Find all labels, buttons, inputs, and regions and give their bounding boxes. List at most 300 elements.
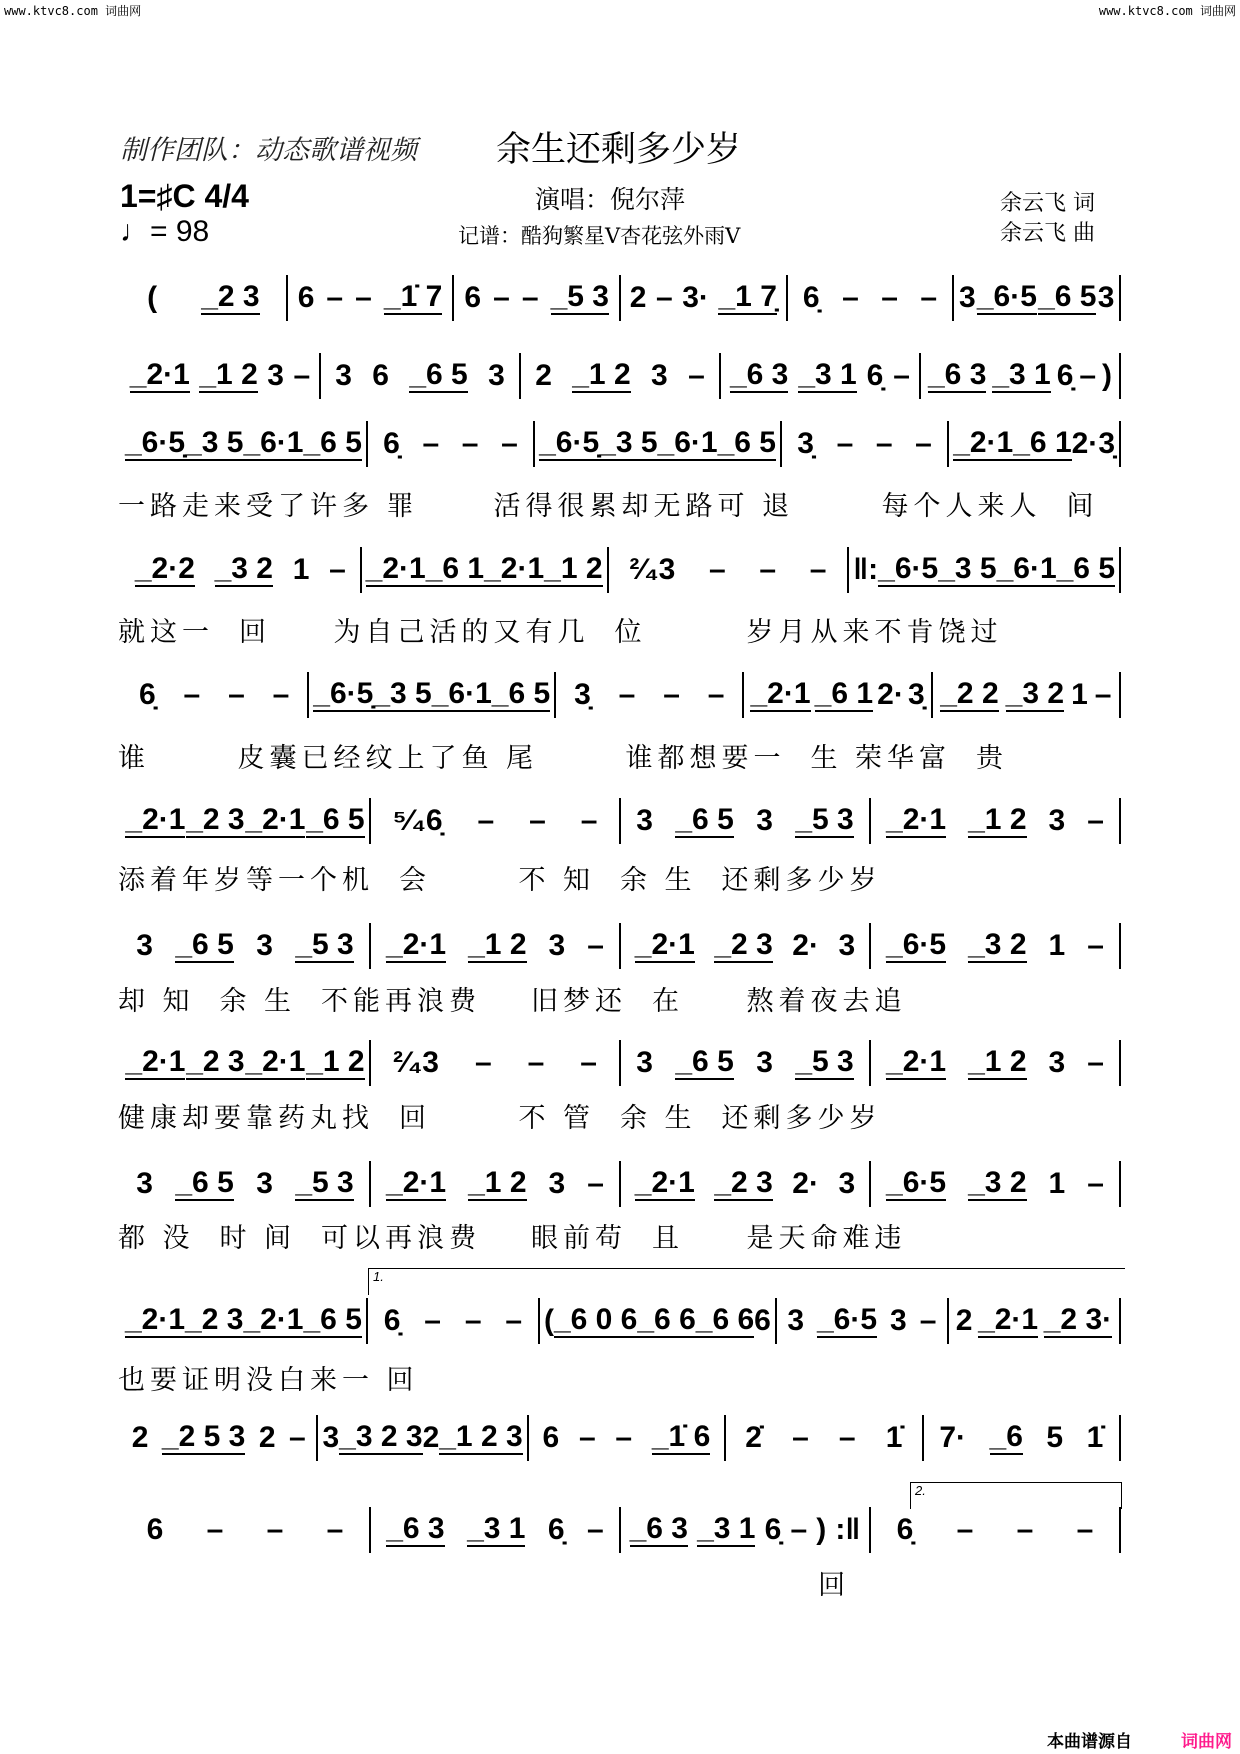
note: _2·1	[245, 1045, 306, 1078]
note: _2·1	[978, 1303, 1039, 1336]
note: _2·1	[129, 358, 190, 391]
note: –	[1076, 1513, 1094, 1546]
note: 2	[422, 1421, 440, 1454]
note: 1̇	[885, 1421, 903, 1454]
note: –	[920, 281, 938, 314]
measure	[121, 1298, 368, 1344]
note: 6	[297, 281, 315, 314]
note: –	[464, 1304, 482, 1337]
measure	[949, 421, 1121, 467]
note: 6	[146, 1513, 164, 1546]
note: –	[881, 281, 898, 314]
measure	[121, 1161, 371, 1207]
note: _6·5̣	[313, 677, 374, 710]
note: _3 5	[373, 677, 432, 710]
note: )	[1102, 359, 1113, 392]
key-signature: 1=♯C 4/4	[120, 178, 249, 214]
measure	[788, 275, 955, 321]
note: _2·1	[634, 1166, 695, 1199]
note: _2 3	[186, 803, 245, 836]
tempo-marking: ♩= 98	[120, 215, 210, 248]
note: –	[875, 427, 893, 460]
note: –	[183, 678, 201, 711]
note: –	[656, 281, 673, 314]
note: _6	[989, 1420, 1023, 1453]
note: 3·	[682, 281, 709, 314]
lyric-line: 谁 皮囊已经纹上了鱼 尾 谁都想要一 生 荣华富 贵	[118, 743, 1009, 773]
note: _5 3	[795, 1045, 854, 1078]
note: _2 3	[714, 1166, 773, 1199]
note: –	[663, 678, 680, 711]
note: 3	[756, 1046, 773, 1079]
lyricist: 余云飞 词	[1000, 191, 1095, 216]
measure	[924, 1415, 1121, 1461]
note: 5	[1046, 1421, 1064, 1454]
transcriber: 记谱：酷狗繁星V杏花弦外雨V	[458, 224, 741, 248]
note: _3 2	[968, 1166, 1027, 1199]
note: 3̣	[1098, 427, 1115, 460]
measure	[121, 547, 362, 593]
note: 2·	[792, 1167, 819, 1200]
note: 2	[258, 1421, 276, 1454]
lyric-line: 就这一 回 为自己活的又有几 位 岁月从来不肯饶过	[118, 617, 1003, 647]
measure	[954, 275, 1121, 321]
song-title: 余生还剩多少岁	[496, 130, 742, 169]
note: _3 5	[185, 426, 244, 459]
footer-source: 本曲谱源自	[1047, 1732, 1132, 1751]
note: –	[477, 804, 495, 837]
note: _2·1	[634, 928, 695, 961]
measure	[368, 1298, 540, 1344]
note: _3 2 3	[339, 1420, 423, 1453]
lyric-line: 却 知 余 生 不能再浪费 旧梦还 在 熬着夜去追	[118, 986, 907, 1016]
lyric-line: 健康却要靠药丸找 回 不 管 余 生 还剩多少岁	[118, 1103, 882, 1133]
note: 6̣	[896, 1513, 914, 1546]
note: _2·1	[953, 426, 1014, 459]
note: –	[1087, 1167, 1104, 1200]
footer-site-link[interactable]: 词曲网	[1181, 1732, 1232, 1751]
note: _6·5	[878, 552, 939, 585]
note: _1 2	[544, 552, 603, 585]
measure	[871, 1507, 1121, 1553]
note: 3	[1097, 281, 1115, 314]
note: _2·1	[886, 803, 947, 836]
singer: 演唱：倪尔萍	[535, 186, 686, 214]
note: 2·	[877, 678, 904, 711]
note: 7·	[939, 1421, 967, 1454]
note: –	[501, 427, 518, 460]
note: _6·1	[996, 552, 1057, 585]
note: _6 5	[491, 677, 551, 710]
note: _1̇ 7	[383, 280, 443, 313]
measure	[121, 672, 309, 718]
measure	[849, 547, 1121, 593]
note: –	[521, 281, 539, 314]
note: 3	[136, 929, 153, 962]
notation-row	[121, 923, 1121, 969]
note: _2·1	[125, 1303, 186, 1336]
note: _3 2	[1005, 677, 1065, 710]
note: _6 5	[675, 1045, 734, 1078]
note: _2 2	[940, 677, 999, 710]
measure	[777, 1298, 949, 1344]
measure	[556, 672, 744, 718]
measure	[871, 1040, 1121, 1086]
lyric-line: 一路走来受了许多 罪 活得很累却无路可 退 每个人来人 间	[118, 491, 1099, 521]
note: _6·5̣	[539, 426, 600, 459]
lyric-line: 添着年岁等一个机 会 不 知 余 生 还剩多少岁	[118, 865, 882, 895]
note: 3̣	[907, 678, 925, 711]
lyric-line: 也要证明没白来一 回	[118, 1365, 419, 1395]
note: –	[578, 1421, 596, 1454]
note: –	[529, 804, 546, 837]
note: –	[790, 1513, 808, 1546]
note: _2·1	[386, 1166, 447, 1199]
note: –	[1094, 678, 1112, 711]
measure	[871, 798, 1121, 844]
note: –	[587, 929, 604, 962]
note: –	[272, 678, 290, 711]
note: 1	[1048, 929, 1066, 962]
production-team: 制作团队：动态歌谱视频	[120, 135, 417, 165]
note: _6·5	[886, 1166, 947, 1199]
note: 6̣	[547, 1513, 565, 1546]
measure	[321, 353, 521, 399]
note: _2·1	[886, 1045, 947, 1078]
note: –	[474, 1046, 492, 1079]
note: _2·1	[750, 677, 811, 710]
note: –	[919, 1304, 937, 1337]
note: 6̣	[383, 427, 400, 460]
note: _3 1	[992, 358, 1051, 391]
note: 2	[629, 281, 647, 314]
note: 3	[1048, 1046, 1066, 1079]
note: _1 2	[468, 1166, 527, 1199]
note: 3	[651, 359, 668, 392]
measure	[121, 923, 371, 969]
measure	[121, 798, 371, 844]
measure	[454, 275, 621, 321]
measure	[744, 672, 932, 718]
note: (	[147, 281, 158, 314]
note: ²⁄₄3	[392, 1046, 439, 1079]
note: 6̣	[764, 1513, 782, 1546]
note: –	[759, 553, 777, 586]
note: 2	[535, 359, 552, 392]
note: –	[1087, 929, 1104, 962]
measure	[362, 547, 609, 593]
note: –	[293, 359, 311, 392]
note: _1 2	[968, 803, 1027, 836]
note: –	[792, 1421, 809, 1454]
note: 3̣	[797, 427, 814, 460]
note: 6̣	[1056, 359, 1074, 392]
notation-row	[121, 798, 1121, 844]
note: –	[915, 427, 932, 460]
note: –	[1079, 359, 1097, 392]
note: _6·5	[817, 1303, 878, 1336]
note: –	[580, 1046, 597, 1079]
note: 2·	[792, 929, 819, 962]
note: _3 1	[697, 1512, 756, 1545]
note: –	[618, 678, 636, 711]
measure	[621, 1040, 871, 1086]
note: (	[543, 1304, 554, 1337]
note: _6·1	[243, 426, 304, 459]
note: _6 3	[386, 1512, 445, 1545]
measure	[721, 353, 921, 399]
note: _1 2	[968, 1045, 1027, 1078]
note: 3	[636, 804, 653, 837]
notation-row	[121, 1507, 1121, 1553]
volta-first-ending: 1.	[368, 1268, 1125, 1295]
note: 3	[787, 1304, 805, 1337]
note: _3 2	[214, 552, 273, 585]
note: –	[228, 678, 245, 711]
note: _6·5	[976, 280, 1037, 313]
note: –	[688, 359, 705, 392]
note: 3̣	[574, 678, 591, 711]
note: _6 3	[629, 1512, 688, 1545]
note: 6	[372, 359, 389, 392]
note: 1	[1048, 1167, 1066, 1200]
note: _3 1	[467, 1512, 526, 1545]
note: _2·1	[386, 928, 447, 961]
note: 3	[267, 359, 284, 392]
note: _1 2 3	[439, 1420, 523, 1453]
note: –	[461, 427, 479, 460]
note: _5 3	[295, 1166, 354, 1199]
note: _6 5	[306, 803, 365, 836]
note: _6 5	[717, 426, 776, 459]
note: _6 5	[1038, 280, 1097, 313]
measure	[121, 275, 288, 321]
note: –	[587, 1167, 604, 1200]
note: _2 5 3	[161, 1420, 246, 1453]
measure	[288, 275, 455, 321]
note: 3	[838, 1167, 856, 1200]
notation-row	[121, 1040, 1121, 1086]
measure	[933, 672, 1121, 718]
measure	[871, 1161, 1121, 1207]
note: _6 5	[175, 928, 234, 961]
note: 2̇	[745, 1421, 762, 1454]
note: _2·1	[243, 1303, 304, 1336]
measure	[121, 421, 368, 467]
note: 6̣	[383, 1304, 401, 1337]
note: 6	[754, 1304, 771, 1337]
note: _6·5	[886, 928, 947, 961]
note: _3 5	[599, 426, 658, 459]
measure	[621, 798, 871, 844]
measure	[371, 1507, 621, 1553]
note: _6 6	[695, 1303, 755, 1336]
measure	[121, 1040, 371, 1086]
note: 2	[131, 1421, 149, 1454]
measure	[371, 1161, 621, 1207]
note: –	[842, 281, 859, 314]
note: –	[587, 1513, 604, 1546]
note: –	[893, 359, 910, 392]
notation-row	[121, 672, 1121, 718]
note: _1 7̣	[718, 280, 777, 313]
note: –	[493, 281, 510, 314]
measure	[309, 672, 556, 718]
note: _6 5	[675, 803, 734, 836]
measure	[521, 353, 721, 399]
note: _5 3	[550, 280, 609, 313]
note: _6 5	[1056, 552, 1116, 585]
note: 3	[1048, 804, 1066, 837]
note: _6 3	[927, 358, 987, 391]
note: _5 3	[795, 803, 854, 836]
note: –	[836, 427, 854, 460]
measure	[529, 1415, 726, 1461]
note: 3	[488, 359, 505, 392]
note: _6 5	[303, 1303, 362, 1336]
note: 3	[890, 1304, 907, 1337]
note: 3	[322, 1421, 340, 1454]
measure	[621, 1507, 871, 1553]
note: 3	[335, 359, 352, 392]
note: –	[355, 281, 372, 314]
measure	[121, 353, 321, 399]
note: _6·1	[431, 677, 492, 710]
notation-row	[121, 1298, 1121, 1344]
note: _2·1	[245, 803, 306, 836]
note: _6 1	[814, 677, 874, 710]
note: –	[956, 1513, 974, 1546]
note: _2·1	[125, 803, 186, 836]
notation-row	[121, 353, 1121, 399]
measure	[621, 923, 871, 969]
note: 6	[542, 1421, 560, 1454]
note: 3	[838, 929, 856, 962]
note: –	[527, 1046, 545, 1079]
notation-row	[121, 421, 1121, 467]
measure	[121, 1415, 318, 1461]
note: _2·1	[484, 552, 545, 585]
note: )	[816, 1513, 827, 1546]
note: 6̣	[802, 281, 820, 314]
note: 3	[958, 281, 976, 314]
note: ‖:	[853, 553, 879, 586]
measure	[121, 1507, 371, 1553]
measure	[621, 275, 788, 321]
note: _2 3	[185, 1303, 244, 1336]
note: _2·1	[365, 552, 426, 585]
note: _1 2	[306, 1045, 365, 1078]
note: _6 5	[409, 358, 468, 391]
measure	[609, 547, 850, 593]
note: _6 5	[303, 426, 362, 459]
note: –	[580, 804, 598, 837]
note: _3 5	[938, 552, 997, 585]
note: _1 2	[572, 358, 631, 391]
measure	[371, 1040, 621, 1086]
note: 2·	[1071, 427, 1099, 460]
note: _2 3·	[1043, 1303, 1113, 1336]
note: _2·2	[134, 552, 195, 585]
note: _2·1	[125, 1045, 186, 1078]
notation-row	[121, 1161, 1121, 1207]
measure	[782, 421, 949, 467]
measure	[726, 1415, 923, 1461]
note: _1 2	[468, 928, 527, 961]
note: _6 1	[1013, 426, 1072, 459]
measure	[621, 1161, 871, 1207]
note: –	[288, 1421, 306, 1454]
note: 6̣	[138, 678, 156, 711]
lyric-line: 回	[118, 1570, 851, 1600]
note: _3 1	[798, 358, 857, 391]
measure	[371, 798, 621, 844]
note: _1̇ 6	[651, 1420, 711, 1453]
measure	[535, 421, 782, 467]
measure	[871, 923, 1121, 969]
measure	[318, 1415, 528, 1461]
note: –	[1087, 1046, 1104, 1079]
note: 6̣	[866, 359, 884, 392]
note: _6·5̣	[125, 426, 186, 459]
notation-row	[121, 275, 1121, 321]
note: –	[838, 1421, 856, 1454]
note: _2 3	[201, 280, 260, 313]
watermark-right: www.ktvc8.com 词曲网	[1098, 4, 1236, 18]
measure	[368, 421, 535, 467]
note: 1	[1071, 678, 1088, 711]
note: –	[615, 1421, 633, 1454]
note: ²⁄₄3	[629, 553, 676, 586]
note: –	[329, 553, 346, 586]
note: _6 5	[175, 1166, 234, 1199]
note: _6 3	[729, 358, 789, 391]
note: _2 3	[714, 928, 773, 961]
note: 6	[464, 281, 482, 314]
volta-second-ending: 2.	[910, 1482, 1122, 1509]
measure	[921, 353, 1121, 399]
note: _6·1	[657, 426, 718, 459]
note: _1 2	[199, 358, 258, 391]
note: –	[424, 1304, 441, 1337]
measure	[371, 923, 621, 969]
notation-row	[121, 1415, 1121, 1461]
composer: 余云飞 曲	[1000, 221, 1095, 246]
note: 3	[756, 804, 773, 837]
watermark-left: www.ktvc8.com 词曲网	[4, 4, 142, 18]
note: 3	[548, 929, 566, 962]
note: 3	[548, 1167, 566, 1200]
note: _5 3	[295, 928, 354, 961]
note: 3	[256, 929, 273, 962]
note: –	[1087, 804, 1104, 837]
note: –	[206, 1513, 224, 1546]
note: _2 3	[186, 1045, 245, 1078]
note: :‖	[835, 1513, 861, 1546]
note: –	[809, 553, 827, 586]
note: –	[326, 1513, 344, 1546]
note: –	[326, 281, 344, 314]
measure	[949, 1298, 1121, 1344]
note: 3	[636, 1046, 653, 1079]
measure	[540, 1298, 777, 1344]
note: _6 6	[637, 1303, 696, 1336]
note: _3 2	[968, 928, 1027, 961]
note: –	[707, 678, 725, 711]
note: _6 0 6	[553, 1303, 638, 1336]
note: –	[505, 1304, 523, 1337]
note: 2	[955, 1304, 973, 1337]
